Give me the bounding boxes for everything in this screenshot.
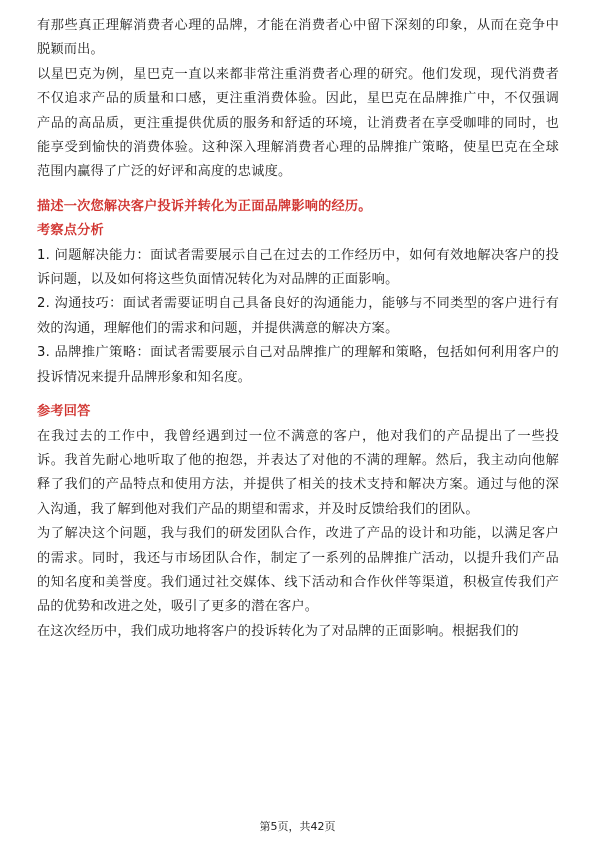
analysis-item-2: 2. 沟通技巧：面试者需要证明自己具备良好的沟通能力，能够与不同类型的客户进行有效的沟通，理解他们的需求和问题，并提供满意的解决方案。 — [37, 296, 559, 336]
answer-paragraph-2: 为了解决这个问题，我与我们的研发团队合作，改进了产品的设计和功能，以满足客户的需求。同时，我还与市场团队合作，制定了一系列的品牌推广活动，以提升我们产品的知名度和美誉度。我们通过社交媒体、线下活动和合作伙伴等渠道，积极宣传我们产品的优势和改进之处，吸引了更多的潜在客户。 — [37, 526, 559, 615]
intro-paragraph-1: 有那些真正理解消费者心理的品牌，才能在消费者心中留下深刻的印象，从而在竞争中脱颖而出。 — [37, 18, 559, 58]
interview-question: 描述一次您解决客户投诉并转化为正面品牌影响的经历。 — [37, 198, 372, 214]
analysis-title: 考察点分析 — [37, 223, 104, 239]
answer-paragraph-3: 在这次经历中，我们成功地将客户的投诉转化为了对品牌的正面影响。根据我们的 — [37, 623, 519, 639]
intro-paragraph-2: 以星巴克为例，星巴克一直以来都非常注重消费者心理的研究。他们发现，现代消费者不仅追求产品的质量和口感，更注重消费体验。因此，星巴克在品牌推广中，不仅强调产品的高品质，更注重提供优质的服务和舒适的环境，让消费者在享受咖啡的同时，也能享受到愉快的消费体验。这种深入理解消费者心理的品牌推广策略，使星巴克在全球范围内赢得了广泛的好评和高度的忠诚度。 — [37, 66, 559, 180]
document-page — [37, 14, 559, 644]
analysis-item-3: 3. 品牌推广策略：面试者需要展示自己对品牌推广的理解和策略，包括如何利用客户的投诉情况来提升品牌形象和知名度。 — [37, 345, 559, 385]
answer-title: 参考回答 — [37, 404, 91, 420]
page-number: 第5页，共42页 — [259, 820, 336, 833]
answer-paragraph-1: 在我过去的工作中，我曾经遇到过一位不满意的客户，他对我们的产品提出了一些投诉。我首先耐心地听取了他的抱怨，并表达了对他的不满的理解。然后，我主动向他解释了我们的产品特点和使用方法，并提供了相关的技术支持和解决方案。通过与他的深入沟通，我了解到他对我们产品的期望和需求，并及时反馈给我们的团队。 — [37, 428, 559, 517]
analysis-item-1: 1. 问题解决能力：面试者需要展示自己在过去的工作经历中，如何有效地解决客户的投诉问题，以及如何将这些负面情况转化为对品牌的正面影响。 — [37, 247, 559, 288]
section-gap — [37, 185, 559, 195]
section-gap — [37, 390, 559, 400]
